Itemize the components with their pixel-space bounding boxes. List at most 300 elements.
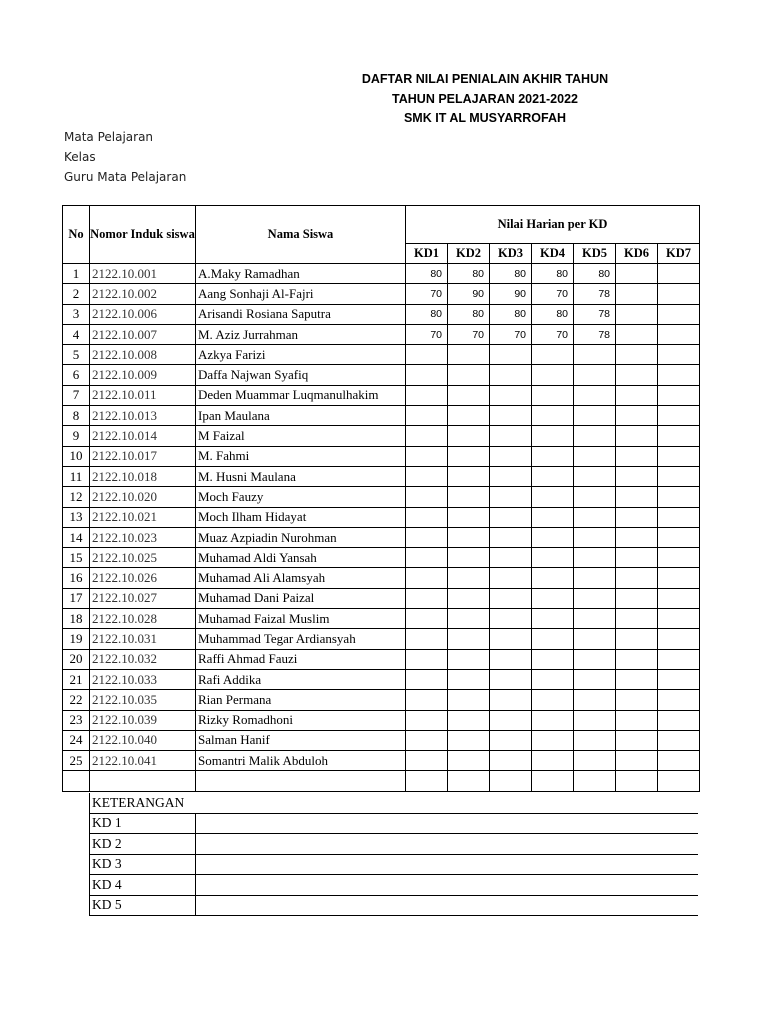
- student-id: 2122.10.020: [90, 487, 196, 507]
- score-cell: [658, 751, 700, 771]
- col-no-header: No: [63, 206, 90, 264]
- table-row: [63, 264, 700, 284]
- score-cell: 70: [532, 324, 574, 344]
- notes-kd-label: KD 4: [90, 875, 196, 896]
- score-cell: [658, 426, 700, 446]
- score-cell: [658, 568, 700, 588]
- score-cell: [616, 669, 658, 689]
- notes-row: [90, 875, 698, 896]
- table-row: [63, 324, 700, 344]
- score-cell: [448, 385, 490, 405]
- table-row: [63, 669, 700, 689]
- student-id: 2122.10.011: [90, 385, 196, 405]
- score-cell: [658, 690, 700, 710]
- score-cell: [574, 710, 616, 730]
- score-cell: [658, 669, 700, 689]
- score-cell: [574, 466, 616, 486]
- score-cell: [532, 669, 574, 689]
- score-cell: [448, 365, 490, 385]
- row-number: 24: [63, 730, 90, 750]
- row-number: 20: [63, 649, 90, 669]
- row-number: 18: [63, 609, 90, 629]
- score-cell: [658, 446, 700, 466]
- score-cell: [574, 690, 616, 710]
- score-cell: 80: [448, 304, 490, 324]
- student-id: 2122.10.007: [90, 324, 196, 344]
- score-cell: [616, 588, 658, 608]
- notes-row: [90, 854, 698, 875]
- table-row: [63, 345, 700, 365]
- score-cell: [658, 507, 700, 527]
- score-cell: 80: [490, 304, 532, 324]
- score-cell: [490, 588, 532, 608]
- score-cell: 70: [406, 324, 448, 344]
- student-name: Moch Fauzy: [196, 487, 406, 507]
- student-id: 2122.10.032: [90, 649, 196, 669]
- score-cell: [658, 730, 700, 750]
- student-id: 2122.10.023: [90, 527, 196, 547]
- class-label: Kelas: [64, 150, 96, 164]
- col-nis-header: Nomor Induk siswa: [90, 206, 196, 264]
- score-cell: [406, 487, 448, 507]
- score-cell: [448, 690, 490, 710]
- score-cell: [448, 629, 490, 649]
- score-cell: [574, 385, 616, 405]
- notes-kd-description: [196, 895, 698, 916]
- score-cell: 80: [532, 264, 574, 284]
- student-id: 2122.10.002: [90, 284, 196, 304]
- score-cell: [406, 669, 448, 689]
- notes-row: [90, 813, 698, 834]
- score-cell: [616, 609, 658, 629]
- score-cell: [406, 406, 448, 426]
- doc-title-line-2: TAHUN PELAJARAN 2021-2022: [392, 92, 578, 106]
- student-id: 2122.10.017: [90, 446, 196, 466]
- student-id: 2122.10.001: [90, 264, 196, 284]
- score-cell: [406, 588, 448, 608]
- score-cell: [658, 264, 700, 284]
- score-cell: 80: [406, 264, 448, 284]
- score-cell: [448, 710, 490, 730]
- score-cell: [406, 385, 448, 405]
- score-cell: [532, 609, 574, 629]
- student-name: Somantri Malik Abduloh: [196, 751, 406, 771]
- score-cell: [532, 548, 574, 568]
- score-cell: [532, 527, 574, 547]
- kd-header: KD2: [448, 244, 490, 264]
- score-cell: [658, 304, 700, 324]
- student-name: Muhamad Faizal Muslim: [196, 609, 406, 629]
- score-cell: 80: [490, 264, 532, 284]
- table-row: [63, 710, 700, 730]
- score-cell: [658, 629, 700, 649]
- score-cell: [532, 446, 574, 466]
- row-number: 13: [63, 507, 90, 527]
- score-cell: [616, 324, 658, 344]
- score-cell: [616, 527, 658, 547]
- score-cell: [406, 466, 448, 486]
- score-cell: [490, 446, 532, 466]
- row-number: 1: [63, 264, 90, 284]
- score-cell: [616, 284, 658, 304]
- score-cell: [490, 345, 532, 365]
- score-cell: [574, 487, 616, 507]
- score-cell: [658, 385, 700, 405]
- score-cell: [658, 710, 700, 730]
- student-id: 2122.10.040: [90, 730, 196, 750]
- row-number: 3: [63, 304, 90, 324]
- score-cell: [616, 345, 658, 365]
- student-id: 2122.10.025: [90, 548, 196, 568]
- empty-cell: [616, 771, 658, 791]
- student-id: 2122.10.018: [90, 466, 196, 486]
- score-cell: [658, 649, 700, 669]
- notes-kd-description: [196, 875, 698, 896]
- student-id: 2122.10.035: [90, 690, 196, 710]
- teacher-label: Guru Mata Pelajaran: [64, 170, 187, 184]
- student-name: Raffi Ahmad Fauzi: [196, 649, 406, 669]
- score-cell: [448, 669, 490, 689]
- table-row: [63, 609, 700, 629]
- student-name: Muhamad Dani Paizal: [196, 588, 406, 608]
- student-name: A.Maky Ramadhan: [196, 264, 406, 284]
- score-cell: [406, 568, 448, 588]
- score-cell: [574, 548, 616, 568]
- score-cell: [616, 710, 658, 730]
- score-cell: [448, 507, 490, 527]
- table-row: [63, 284, 700, 304]
- score-cell: [490, 385, 532, 405]
- score-cell: [616, 304, 658, 324]
- student-id: 2122.10.021: [90, 507, 196, 527]
- score-cell: [574, 629, 616, 649]
- score-cell: [616, 730, 658, 750]
- table-row: [63, 426, 700, 446]
- score-cell: [490, 629, 532, 649]
- empty-row: [63, 771, 700, 791]
- student-name: M. Husni Maulana: [196, 466, 406, 486]
- empty-cell: [406, 771, 448, 791]
- empty-cell: [63, 771, 90, 791]
- student-id: 2122.10.041: [90, 751, 196, 771]
- table-row: [63, 466, 700, 486]
- score-cell: [574, 730, 616, 750]
- score-cell: [532, 568, 574, 588]
- score-cell: 70: [532, 284, 574, 304]
- score-cell: [616, 365, 658, 385]
- score-cell: 70: [490, 324, 532, 344]
- score-cell: [532, 385, 574, 405]
- score-cell: [406, 690, 448, 710]
- score-cell: [448, 548, 490, 568]
- score-cell: [490, 568, 532, 588]
- score-cell: [574, 609, 616, 629]
- score-cell: [406, 609, 448, 629]
- kd-header: KD5: [574, 244, 616, 264]
- score-cell: [616, 548, 658, 568]
- student-id: 2122.10.013: [90, 406, 196, 426]
- score-cell: [490, 406, 532, 426]
- notes-kd-label: KD 3: [90, 854, 196, 875]
- score-cell: [532, 629, 574, 649]
- student-name: Azkya Farizi: [196, 345, 406, 365]
- student-id: 2122.10.014: [90, 426, 196, 446]
- row-number: 22: [63, 690, 90, 710]
- row-number: 16: [63, 568, 90, 588]
- score-cell: [490, 527, 532, 547]
- student-name: Aang Sonhaji Al-Fajri: [196, 284, 406, 304]
- kd-header: KD1: [406, 244, 448, 264]
- score-cell: [490, 487, 532, 507]
- score-cell: [490, 649, 532, 669]
- score-cell: [406, 527, 448, 547]
- score-cell: [406, 426, 448, 446]
- score-cell: [532, 406, 574, 426]
- student-id: 2122.10.028: [90, 609, 196, 629]
- student-id: 2122.10.008: [90, 345, 196, 365]
- score-cell: [574, 406, 616, 426]
- score-cell: [574, 426, 616, 446]
- notes-kd-description: [196, 854, 698, 875]
- table-row: [63, 649, 700, 669]
- score-cell: [532, 588, 574, 608]
- score-cell: [490, 751, 532, 771]
- student-id: 2122.10.027: [90, 588, 196, 608]
- score-cell: [490, 710, 532, 730]
- score-cell: [448, 426, 490, 446]
- score-cell: [658, 466, 700, 486]
- kd-header: KD3: [490, 244, 532, 264]
- table-row: [63, 730, 700, 750]
- score-cell: [658, 284, 700, 304]
- score-cell: [616, 751, 658, 771]
- row-number: 19: [63, 629, 90, 649]
- row-number: 12: [63, 487, 90, 507]
- score-cell: [448, 406, 490, 426]
- table-row: [63, 507, 700, 527]
- score-cell: [574, 751, 616, 771]
- student-name: Muaz Azpiadin Nurohman: [196, 527, 406, 547]
- score-cell: [616, 406, 658, 426]
- row-number: 7: [63, 385, 90, 405]
- score-cell: [616, 446, 658, 466]
- student-name: M Faizal: [196, 426, 406, 446]
- row-number: 23: [63, 710, 90, 730]
- score-cell: [406, 710, 448, 730]
- notes-heading-fill: [196, 793, 698, 813]
- score-cell: [448, 568, 490, 588]
- table-row: [63, 527, 700, 547]
- student-id: 2122.10.033: [90, 669, 196, 689]
- score-cell: [616, 629, 658, 649]
- table-row: [63, 690, 700, 710]
- doc-title-line-1: DAFTAR NILAI PENIALAIN AKHIR TAHUN: [361, 72, 609, 86]
- score-cell: [574, 649, 616, 669]
- empty-cell: [490, 771, 532, 791]
- score-cell: 70: [406, 284, 448, 304]
- student-name: Arisandi Rosiana Saputra: [196, 304, 406, 324]
- row-number: 25: [63, 751, 90, 771]
- score-cell: [406, 649, 448, 669]
- empty-cell: [448, 771, 490, 791]
- score-cell: [616, 264, 658, 284]
- score-cell: [658, 609, 700, 629]
- empty-cell: [658, 771, 700, 791]
- score-cell: [616, 690, 658, 710]
- empty-cell: [196, 771, 406, 791]
- score-cell: [532, 649, 574, 669]
- score-cell: [490, 690, 532, 710]
- table-row: [63, 385, 700, 405]
- score-cell: [532, 710, 574, 730]
- table-row: [63, 446, 700, 466]
- score-cell: 78: [574, 284, 616, 304]
- notes-row: [90, 895, 698, 916]
- empty-cell: [532, 771, 574, 791]
- score-cell: [616, 385, 658, 405]
- score-cell: 78: [574, 324, 616, 344]
- score-cell: [574, 446, 616, 466]
- student-id: 2122.10.039: [90, 710, 196, 730]
- score-cell: [448, 649, 490, 669]
- doc-title-line-3: SMK IT AL MUSYARROFAH: [403, 111, 567, 125]
- table-row: [63, 487, 700, 507]
- score-cell: [448, 466, 490, 486]
- student-id: 2122.10.006: [90, 304, 196, 324]
- score-cell: [616, 487, 658, 507]
- daily-scores-group-header: Nilai Harian per KD: [406, 206, 700, 244]
- student-id: 2122.10.026: [90, 568, 196, 588]
- score-cell: [448, 609, 490, 629]
- score-cell: [532, 730, 574, 750]
- row-number: 15: [63, 548, 90, 568]
- notes-kd-label: KD 2: [90, 834, 196, 855]
- score-cell: [448, 730, 490, 750]
- student-name: Rizky Romadhoni: [196, 710, 406, 730]
- score-cell: [448, 446, 490, 466]
- score-cell: [406, 751, 448, 771]
- score-cell: [574, 588, 616, 608]
- score-cell: [490, 426, 532, 446]
- score-cell: [490, 365, 532, 385]
- score-cell: [406, 730, 448, 750]
- student-name: Muhamad Ali Alamsyah: [196, 568, 406, 588]
- score-cell: 80: [448, 264, 490, 284]
- score-cell: [658, 487, 700, 507]
- col-name-header: Nama Siswa: [196, 206, 406, 264]
- score-cell: [490, 466, 532, 486]
- score-cell: [532, 466, 574, 486]
- score-cell: [406, 507, 448, 527]
- score-cell: [658, 548, 700, 568]
- student-name: M. Aziz Jurrahman: [196, 324, 406, 344]
- student-id: 2122.10.009: [90, 365, 196, 385]
- score-cell: [532, 365, 574, 385]
- score-cell: [574, 669, 616, 689]
- score-cell: [406, 365, 448, 385]
- row-number: 21: [63, 669, 90, 689]
- row-number: 11: [63, 466, 90, 486]
- notes-heading: KETERANGAN: [90, 793, 196, 813]
- table-row: [63, 629, 700, 649]
- score-cell: [616, 507, 658, 527]
- score-cell: [490, 730, 532, 750]
- score-cell: [532, 345, 574, 365]
- row-number: 2: [63, 284, 90, 304]
- score-cell: [448, 588, 490, 608]
- score-cell: [532, 751, 574, 771]
- score-cell: [448, 527, 490, 547]
- notes-row: [90, 834, 698, 855]
- empty-cell: [574, 771, 616, 791]
- score-cell: [616, 649, 658, 669]
- score-cell: [574, 568, 616, 588]
- row-number: 6: [63, 365, 90, 385]
- score-cell: [658, 588, 700, 608]
- table-row: [63, 751, 700, 771]
- score-cell: 80: [574, 264, 616, 284]
- row-number: 10: [63, 446, 90, 466]
- score-cell: [574, 345, 616, 365]
- score-cell: [574, 507, 616, 527]
- student-name: Salman Hanif: [196, 730, 406, 750]
- score-cell: [658, 324, 700, 344]
- table-row: [63, 304, 700, 324]
- score-cell: [406, 446, 448, 466]
- score-cell: [406, 548, 448, 568]
- score-cell: 78: [574, 304, 616, 324]
- score-cell: [448, 487, 490, 507]
- score-cell: [532, 507, 574, 527]
- score-cell: [616, 466, 658, 486]
- kd-header: KD7: [658, 244, 700, 264]
- score-cell: [658, 527, 700, 547]
- score-cell: [490, 669, 532, 689]
- score-cell: [448, 345, 490, 365]
- student-name: Rafi Addika: [196, 669, 406, 689]
- row-number: 8: [63, 406, 90, 426]
- notes-kd-label: KD 1: [90, 813, 196, 834]
- notes-kd-label: KD 5: [90, 895, 196, 916]
- kd-header: KD6: [616, 244, 658, 264]
- score-cell: [532, 426, 574, 446]
- row-number: 17: [63, 588, 90, 608]
- score-cell: [448, 751, 490, 771]
- score-cell: [490, 507, 532, 527]
- score-cell: [658, 406, 700, 426]
- score-cell: [574, 527, 616, 547]
- score-cell: 70: [448, 324, 490, 344]
- student-name: Daffa Najwan Syafiq: [196, 365, 406, 385]
- score-cell: [532, 487, 574, 507]
- score-cell: [658, 365, 700, 385]
- score-cell: [490, 548, 532, 568]
- student-name: Rian Permana: [196, 690, 406, 710]
- score-cell: 80: [532, 304, 574, 324]
- row-number: 5: [63, 345, 90, 365]
- student-name: M. Fahmi: [196, 446, 406, 466]
- score-cell: [490, 609, 532, 629]
- score-cell: 90: [490, 284, 532, 304]
- kd-header: KD4: [532, 244, 574, 264]
- student-name: Ipan Maulana: [196, 406, 406, 426]
- table-row: [63, 406, 700, 426]
- notes-kd-description: [196, 813, 698, 834]
- score-cell: [406, 629, 448, 649]
- score-cell: [532, 690, 574, 710]
- score-cell: [658, 345, 700, 365]
- empty-cell: [90, 771, 196, 791]
